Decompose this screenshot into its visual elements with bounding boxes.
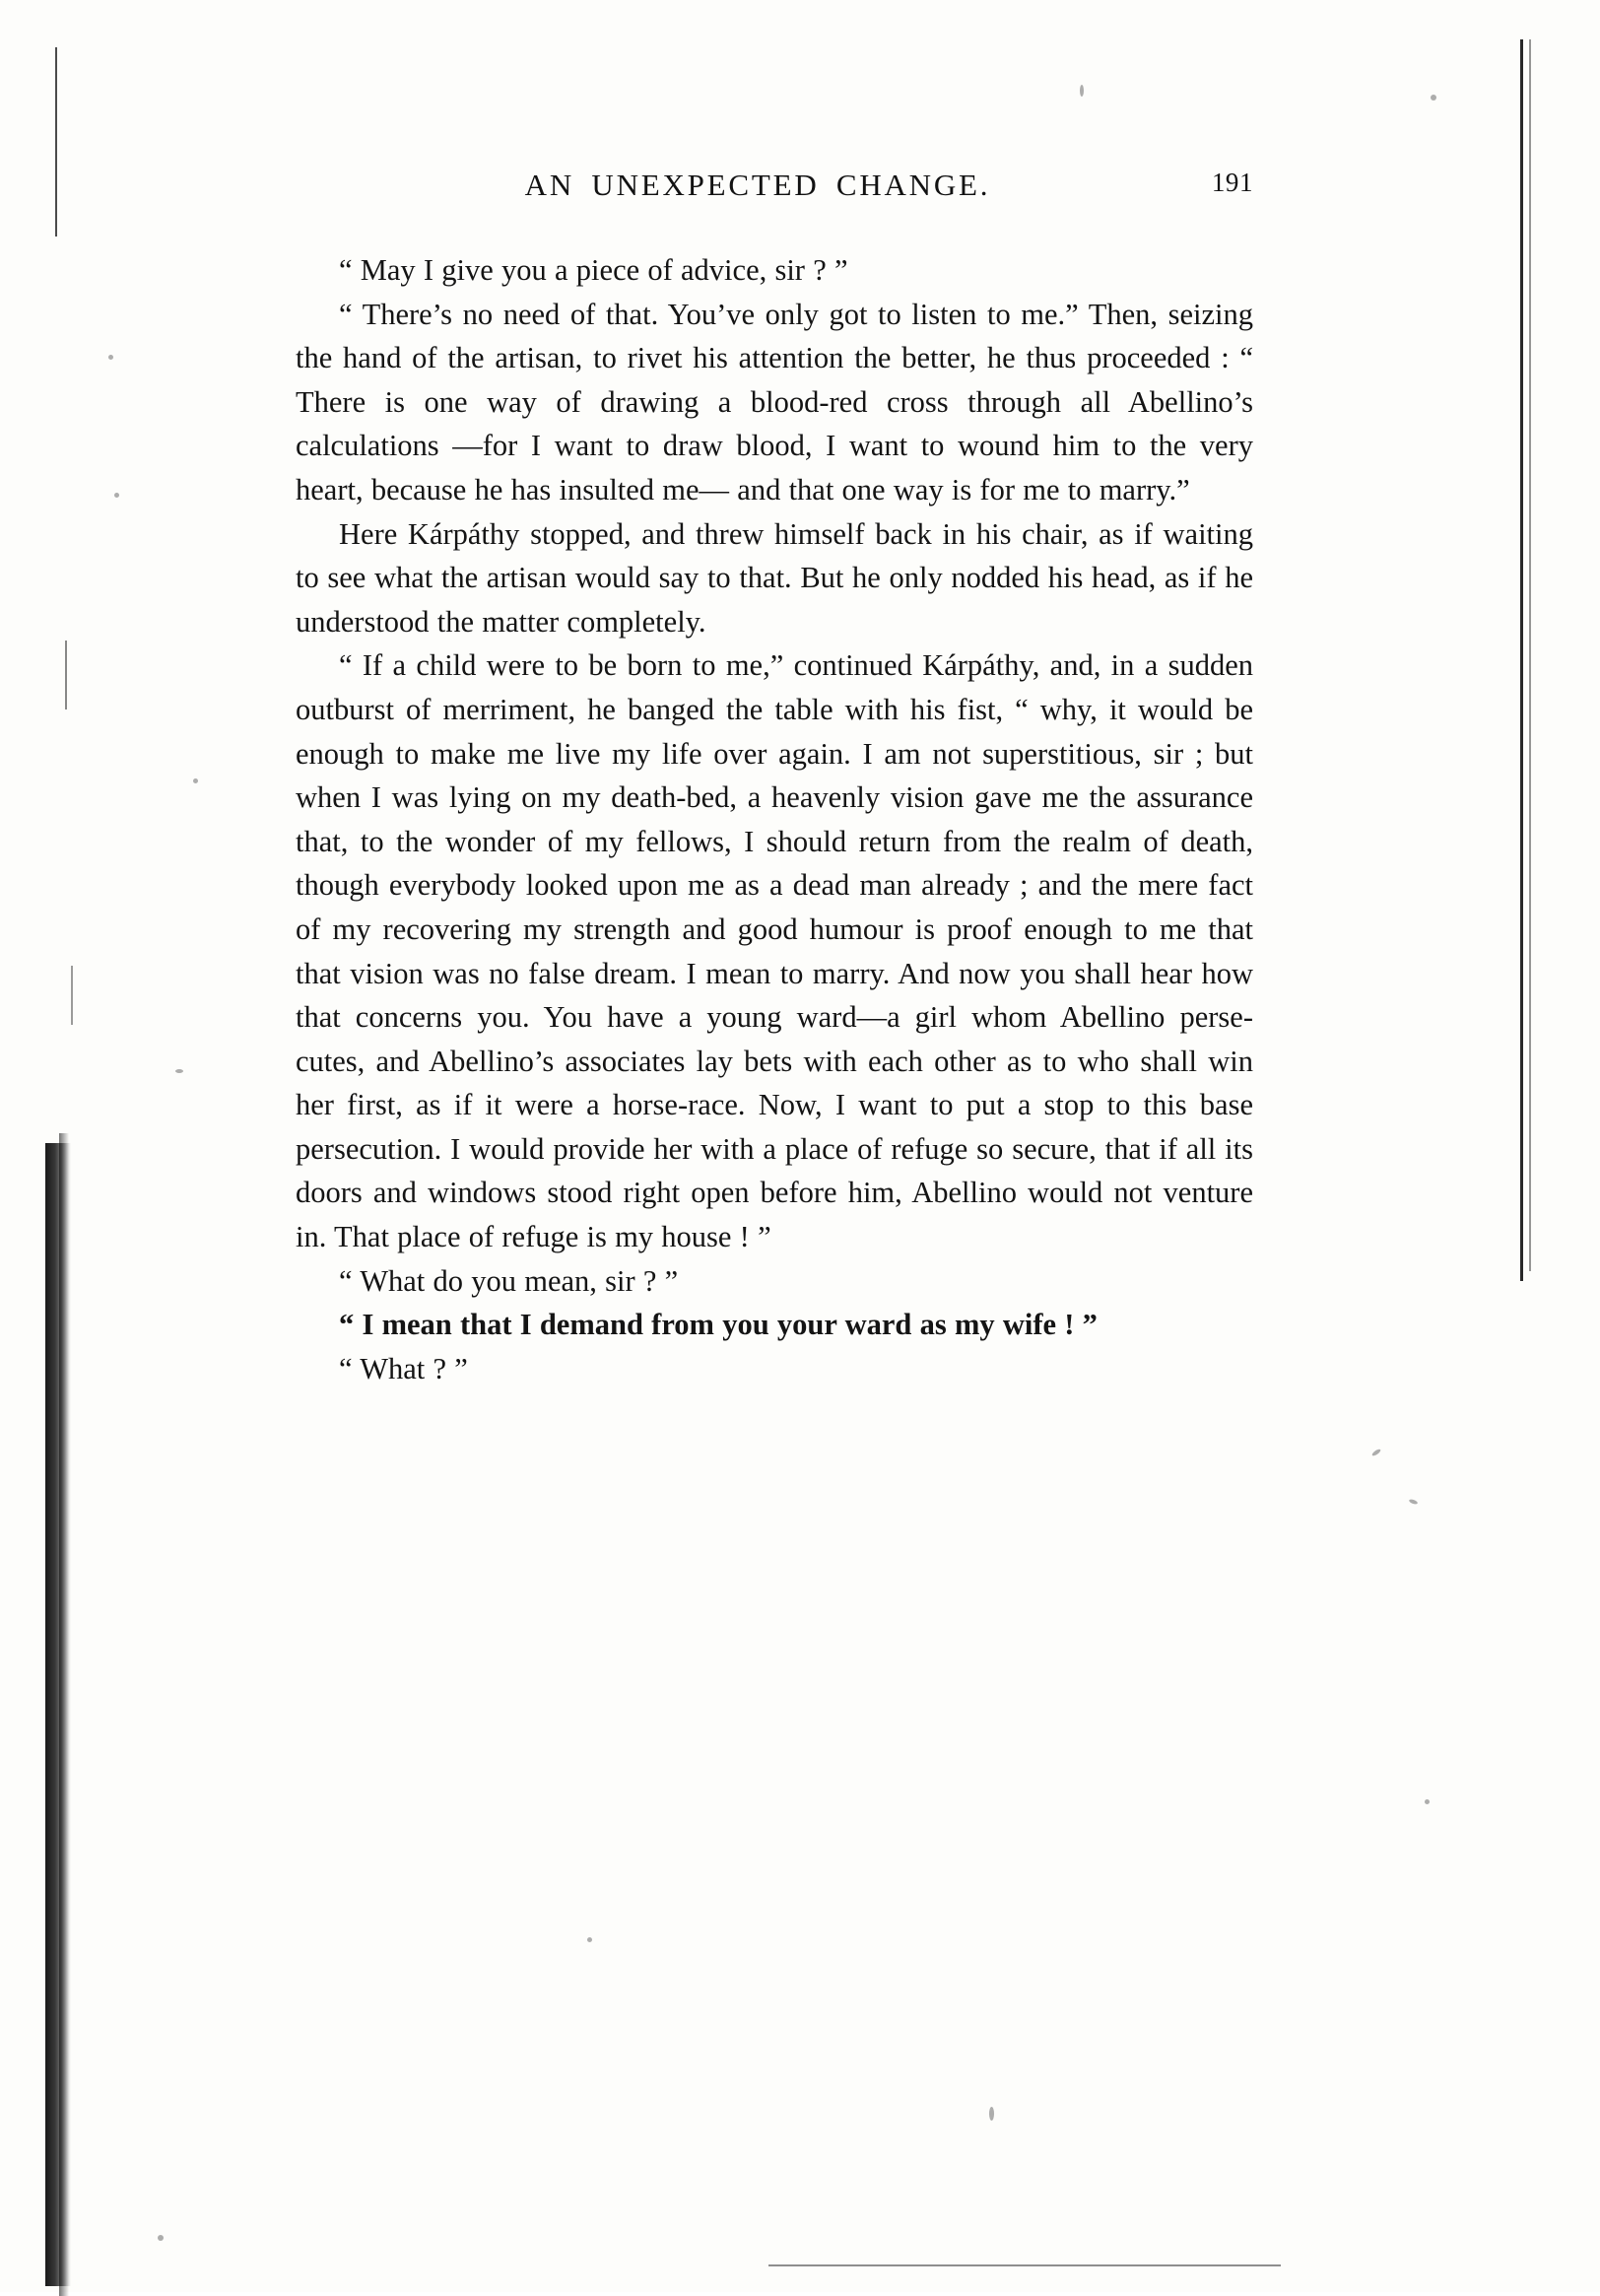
scan-speck: [587, 1937, 592, 1942]
page-number: 191: [1211, 168, 1253, 197]
scan-edge-artifact-left-mid: [65, 641, 67, 709]
page-text-block: [296, 168, 1253, 1390]
scan-speck: [108, 355, 113, 360]
scan-speck: [175, 1069, 183, 1073]
book-spine-gradient: [59, 1133, 69, 2296]
paragraph: “ There’s no need of that. You’ve only got to listen to me.” Then, seizing the hand of the artisan, to rivet his attention the better, he thus proceeded : “ There is one way of drawing a blood-red cross through all Abellino’s calculations —for I want to draw blood, I want to wound him to the very heart, because he has insulted me— and that one way is for me to marry.”: [296, 297, 1253, 506]
scan-speck: [1080, 85, 1084, 97]
scan-edge-artifact-right: [1520, 39, 1523, 1281]
scan-speck: [193, 778, 198, 783]
scan-speck: [158, 2235, 164, 2241]
paragraph: “ If a child were to be born to me,” continued Kárpáthy, and, in a sudden outburst of merriment, he banged the table with his fist, “ why, it would be enough to make me live my life over again. I am not superstitious, sir ; but when I was lying on my death-bed, a heavenly vision gave me the assurance that, to the wonder of my fellows, I should return from the realm of death, though everybody looked upon me as a dead man already ; and the mere fact of my recovering my strength and good humour is proof enough to me that that vision was no false dream. I mean to marry. And now you shall hear how that concerns you. You have a young ward—a girl whom Abellino perse- cutes, and Abellino’s associates lay bets with each other as to who shall win her first, as if it were a horse-race. Now, I want to put a stop to this base persecution. I would provide her with a place of refuge so secure, that if all its doors and windows stood right open before him, Abellino would not venture in. That place of refuge is my house ! ”: [296, 648, 1253, 1254]
scan-speck: [1431, 95, 1436, 101]
paragraph: Here Kárpáthy stopped, and threw himself back in his chair, as if waiting to see what the artisan would say to that. But he only nodded his head, as if he understood the matter completely.: [296, 516, 1253, 639]
paragraph: “ May I give you a piece of advice, sir ? ”: [339, 253, 848, 287]
scan-edge-artifact-right-secondary: [1529, 39, 1531, 1271]
scan-speck: [114, 493, 119, 498]
scan-edge-artifact-left-top: [55, 47, 57, 236]
scan-edge-artifact-left-lower: [71, 966, 73, 1025]
paragraph: “ I mean that I demand from you your ward as my wife ! ”: [339, 1308, 1098, 1342]
paragraph: “ What ? ”: [339, 1351, 468, 1385]
page-title: AN UNEXPECTED CHANGE.: [524, 168, 991, 202]
scan-speck: [1425, 1799, 1430, 1804]
page-bottom-rule: [768, 2264, 1281, 2266]
scan-speck: [989, 2107, 994, 2121]
paragraph: “ What do you mean, sir ? ”: [339, 1263, 679, 1298]
running-head: [296, 168, 1253, 203]
